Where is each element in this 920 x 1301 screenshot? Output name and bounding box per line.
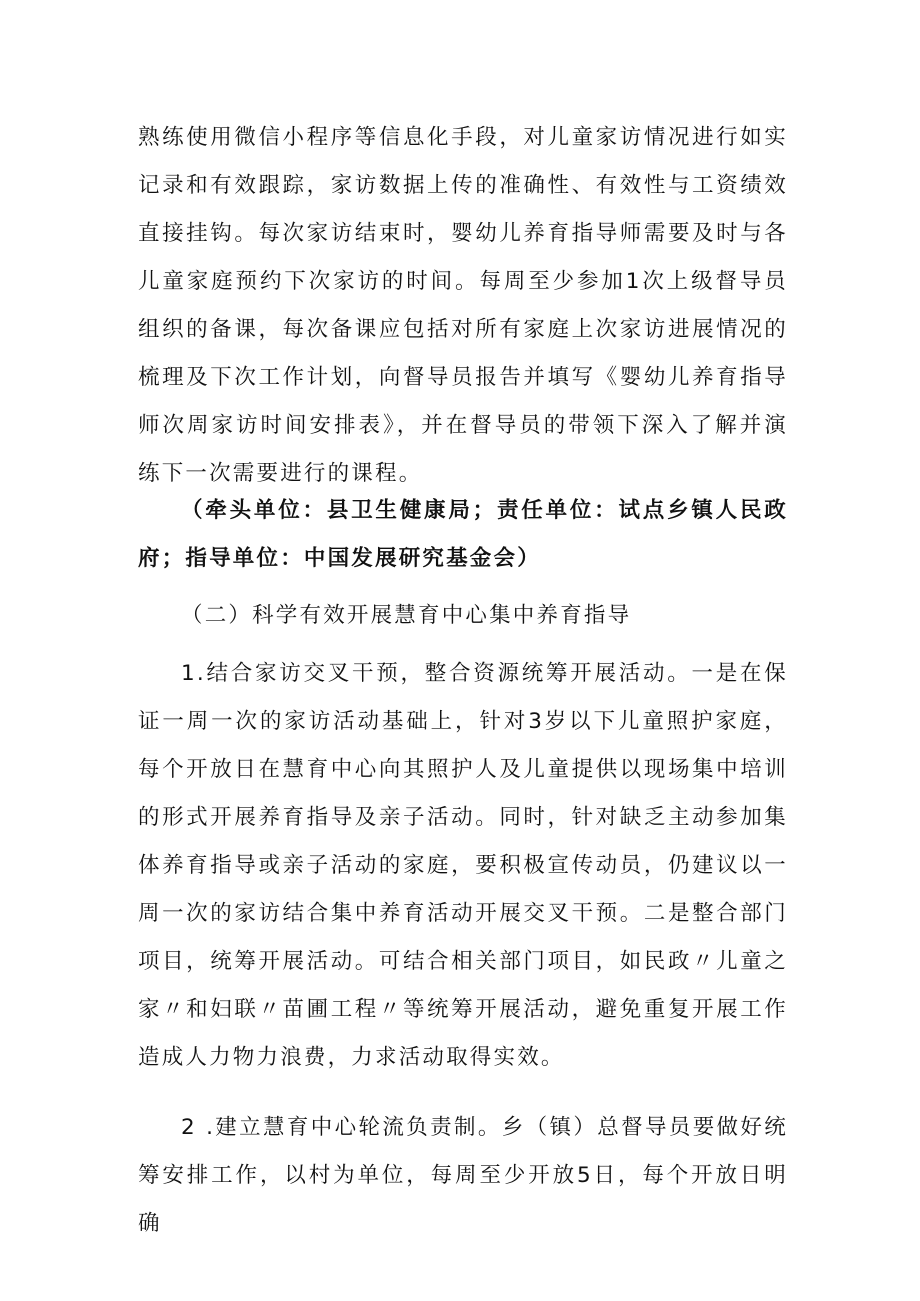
paragraph-item-2: 2 .建立慧育中心轮流负责制。乡（镇）总督导员要做好统筹安排工作，以村为单位，每周至少开放5日，每个开放日明确 xyxy=(138,1115,788,1236)
paragraph-responsible-units: （牵头单位：县卫生健康局；责任单位：试点乡镇人民政府；指导单位：中国发展研究基金会） xyxy=(138,498,788,571)
section-heading-2: （二）科学有效开展慧育中心集中养育指导 xyxy=(181,603,632,628)
paragraph-home-visit-records: 熟练使用微信小程序等信息化手段，对儿童家访情况进行如实记录和有效跟踪，家访数据上传的准确性、有效性与工资绩效直接挂钩。每次家访结束时，婴幼儿养育指导师需要及时与各儿童家庭预约下次家访的时间。每周至少参加1次上级督导员组织的备课，每次备课应包括对所有家庭上次家访进展情况的梳理及下次工作计划，向督导员报告并填写《婴幼儿养育指导师次周家访时间安排表》，并在督导员的带领下深入了解并演练下一次需要进行的课程。 xyxy=(138,125,788,486)
paragraph-item-1: 1.结合家访交叉干预，整合资源统筹开展活动。一是在保证一周一次的家访活动基础上，针对3岁以下儿童照护家庭，每个开放日在慧育中心向其照护人及儿童提供以现场集中培训的形式开展养育指导及亲子活动。同时，针对缺乏主动参加集体养育指导或亲子活动的家庭，要积极宣传动员，仍建议以一周一次的家访结合集中养育活动开展交叉干预。二是整合部门项目，统筹开展活动。可结合相关部门项目，如民政〃儿童之家〃和妇联〃苗圃工程〃等统筹开展活动，避免重复开展工作造成人力物力浪费，力求活动取得实效。 xyxy=(138,661,788,1070)
